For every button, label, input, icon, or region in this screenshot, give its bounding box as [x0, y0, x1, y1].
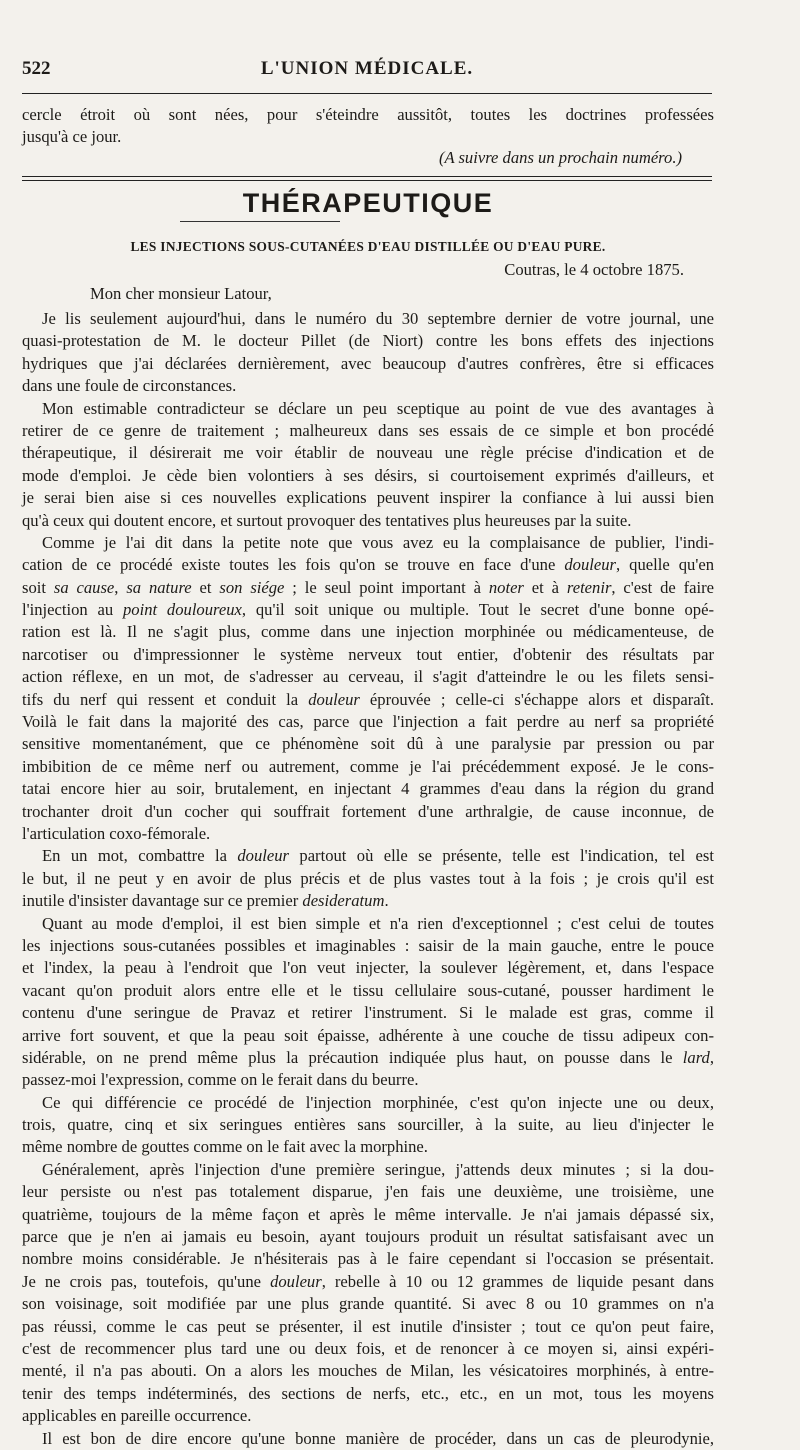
continuation-line: cercle étroit où sont nées, pour s'éteindre aussitôt, toutes les doctrines professées	[22, 105, 714, 124]
body-line: qu'à ceux qui doutent encore, et surtout provoquer des tentatives plus heureuses par la suite.	[22, 510, 632, 530]
body-line: menté, il n'a pas abouti. On a alors les mouches de Milan, les vésicatoires morphinés, à entre-	[22, 1361, 714, 1381]
body-line: quatrième, toujours de la même façon et après le même intervalle. Je n'ai jamais dépassé six,	[22, 1204, 714, 1224]
body-line: trochanter droit d'un cocher qui souffrait fortement d'une arthralgie, de cause inconnue, de	[22, 801, 714, 821]
body-line: sidérable, on ne prend même plus la précaution indiquée plus haut, on pousse dans le lard,	[22, 1047, 714, 1067]
body-line: imbibition de ce même nerf ou autrement, comme je l'ai précédemment exposé. Je le cons-	[22, 756, 714, 776]
continuation-text	[22, 104, 714, 149]
article-dateline: Coutras, le 4 octobre 1875.	[504, 260, 684, 279]
body-line: quasi-protestation de M. le docteur Pillet (de Niort) contre les bons effets des injections	[22, 331, 714, 351]
body-line: Je ne crois pas, toutefois, qu'une douleur, rebelle à 10 ou 12 grammes de liquide pesant dans	[22, 1271, 714, 1291]
body-line: mode d'emploi. Je cède bien volontiers à ses désirs, si courtoisement exprimés d'ailleurs, et	[22, 465, 714, 485]
article-title: LES INJECTIONS SOUS-CUTANÉES D'EAU DISTILLÉE OU D'EAU PURE.	[130, 239, 606, 254]
body-line: l'injection au point douloureux, qu'il soit unique ou multiple. Tout le secret d'une bonne opé-	[22, 600, 714, 620]
body-line: narcotiser ou d'impressionner le système nerveux tout entier, d'obtenir des résultats par	[22, 644, 714, 664]
body-line: et l'index, la peau à l'endroit que l'on veut injecter, la soulever légèrement, et, dans l'espace	[22, 958, 714, 978]
body-line: arrive fort souvent, et que la peau soit épaisse, adhérente à une couche de tissu adipeux con-	[22, 1025, 714, 1045]
body-line: inutile d'insister davantage sur ce premier desideratum.	[22, 891, 389, 911]
title-underline	[180, 221, 340, 222]
body-line: nombre moins considérable. Je n'hésiterais pas à le faire cependant si l'occasion se présentait.	[22, 1249, 714, 1269]
body-line: même nombre de gouttes comme on le fait avec la morphine.	[22, 1137, 428, 1157]
body-line: son voisinage, soit modifiée par une plus grande quantité. Si avec 8 ou 10 grammes on n'a	[22, 1294, 714, 1314]
body-line: l'articulation coxo-fémorale.	[22, 823, 211, 843]
section-rule-top	[22, 176, 712, 177]
body-line: contenu d'une seringue de Pravaz et retirer l'instrument. Si le malade est gras, comme il	[22, 1003, 714, 1023]
body-line: Généralement, après l'injection d'une première seringue, j'attends deux minutes ; si la dou-	[42, 1159, 714, 1179]
continuation-note: (A suivre dans un prochain numéro.)	[438, 148, 682, 167]
body-line: c'est de recommencer plus tard une ou deux fois, et de renoncer à ce moyen si, ainsi expéri-	[22, 1338, 714, 1358]
body-line: Voilà le fait dans la majorité des cas, parce que l'injection a fait perdre au nerf sa propriété	[22, 712, 714, 732]
body-line: thérapeutique, il désirerait me voir établir de nouveau une règle précise d'indication et de	[22, 443, 714, 463]
body-line: trois, quatre, cinq et six seringues entières sans sourciller, à la suite, au lieu d'injecter le	[22, 1115, 714, 1135]
letter-salutation: Mon cher monsieur Latour,	[90, 284, 272, 303]
body-line: tatai encore hier au soir, brutalement, en injectant 4 grammes d'eau dans la région du grand	[22, 779, 714, 799]
body-line: En un mot, combattre la douleur partout où elle se présente, telle est l'indication, tel est	[42, 846, 714, 866]
body-line: applicables en pareille occurrence.	[22, 1406, 252, 1426]
body-line: pas réussi, comme le cas peut se présenter, il est inutile d'insister ; tout ce qu'on peut faire,	[22, 1316, 714, 1336]
body-line: vacant qu'on produit alors entre elle et le tissu cellulaire sous-cutané, pousser hardiment le	[22, 980, 714, 1000]
body-line: le but, il ne peut y en avoir de plus précis et de plus vastes tout à la fois ; je crois qu'il est	[22, 868, 714, 888]
body-line: les injections sous-cutanées possibles et imaginables : saisir de la main gauche, entre le pouce	[22, 935, 714, 955]
body-line: Comme je l'ai dit dans la petite note que vous avez eu la complaisance de publier, l'indi-	[42, 532, 714, 552]
body-line: Ce qui différencie ce procédé de l'injection morphinée, c'est qu'on injecte une ou deux,	[42, 1092, 714, 1112]
body-line: Quant au mode d'emploi, il est bien simple et n'a rien d'exceptionnel ; c'est celui de toutes	[42, 913, 714, 933]
body-line: tifs du nerf qui ressent et conduit la douleur éprouvée ; celle-ci s'échappe alors et disparaît.	[22, 689, 714, 709]
running-title: L'UNION MÉDICALE.	[260, 58, 474, 79]
body-line: tenir des temps indéterminés, des sections de nerfs, etc., etc., en un mot, tous les moyens	[22, 1383, 714, 1403]
body-line: Mon estimable contradicteur se déclare un peu sceptique au point de vue des avantages à	[42, 398, 714, 418]
body-line: ration est là. Il ne s'agit plus, comme dans une injection morphinée ou médicamenteuse, de	[22, 622, 714, 642]
continuation-line: jusqu'à ce jour.	[22, 127, 122, 147]
body-line: Il est bon de dire encore qu'une bonne manière de procéder, dans un cas de pleurodynie,	[42, 1428, 714, 1448]
article-body	[22, 308, 714, 1450]
header-rule	[22, 93, 712, 94]
body-line: cation de ce procédé existe toutes les fois qu'on se trouve en face d'une douleur, quelle qu'en	[22, 555, 714, 575]
body-line: dans une foule de circonstances.	[22, 376, 237, 396]
body-line: parce que je n'en ai jamais eu besoin, ayant toujours produit un résultat satisfaisant avec un	[22, 1227, 714, 1247]
running-header	[22, 58, 712, 88]
body-line: action réflexe, en un mot, de s'adresser au cerveau, il s'agit d'atteindre le ou les filets sensi-	[22, 667, 714, 687]
body-line: leur persiste ou n'est pas totalement disparue, j'en fais une deuxième, une troisième, une	[22, 1182, 714, 1202]
section-title: THÉRAPEUTIQUE	[242, 188, 494, 218]
body-line: retirer de ce genre de traitement ; malheureux dans ses essais de ce simple et bon procédé	[22, 420, 714, 440]
page-number: 522	[22, 58, 51, 79]
body-line: passez-moi l'expression, comme on le ferait dans du beurre.	[22, 1070, 419, 1090]
body-line: soit sa cause, sa nature et son siége ; le seul point important à noter et à retenir, c'est de faire	[22, 577, 715, 597]
body-line: Je lis seulement aujourd'hui, dans le numéro du 30 septembre dernier de votre journal, une	[42, 309, 714, 328]
body-line: hydriques que j'ai déclarées dernièrement, avec beaucoup d'autres confrères, être si efficaces	[22, 353, 714, 373]
section-rule-bottom	[22, 180, 712, 181]
body-line: je serai bien aise si ces nouvelles explications peuvent inspirer la confiance à lui aussi bien	[22, 488, 714, 508]
body-line: sensitive momentanément, que ce phénomène soit dû à une paralysie par pression ou par	[22, 734, 714, 754]
